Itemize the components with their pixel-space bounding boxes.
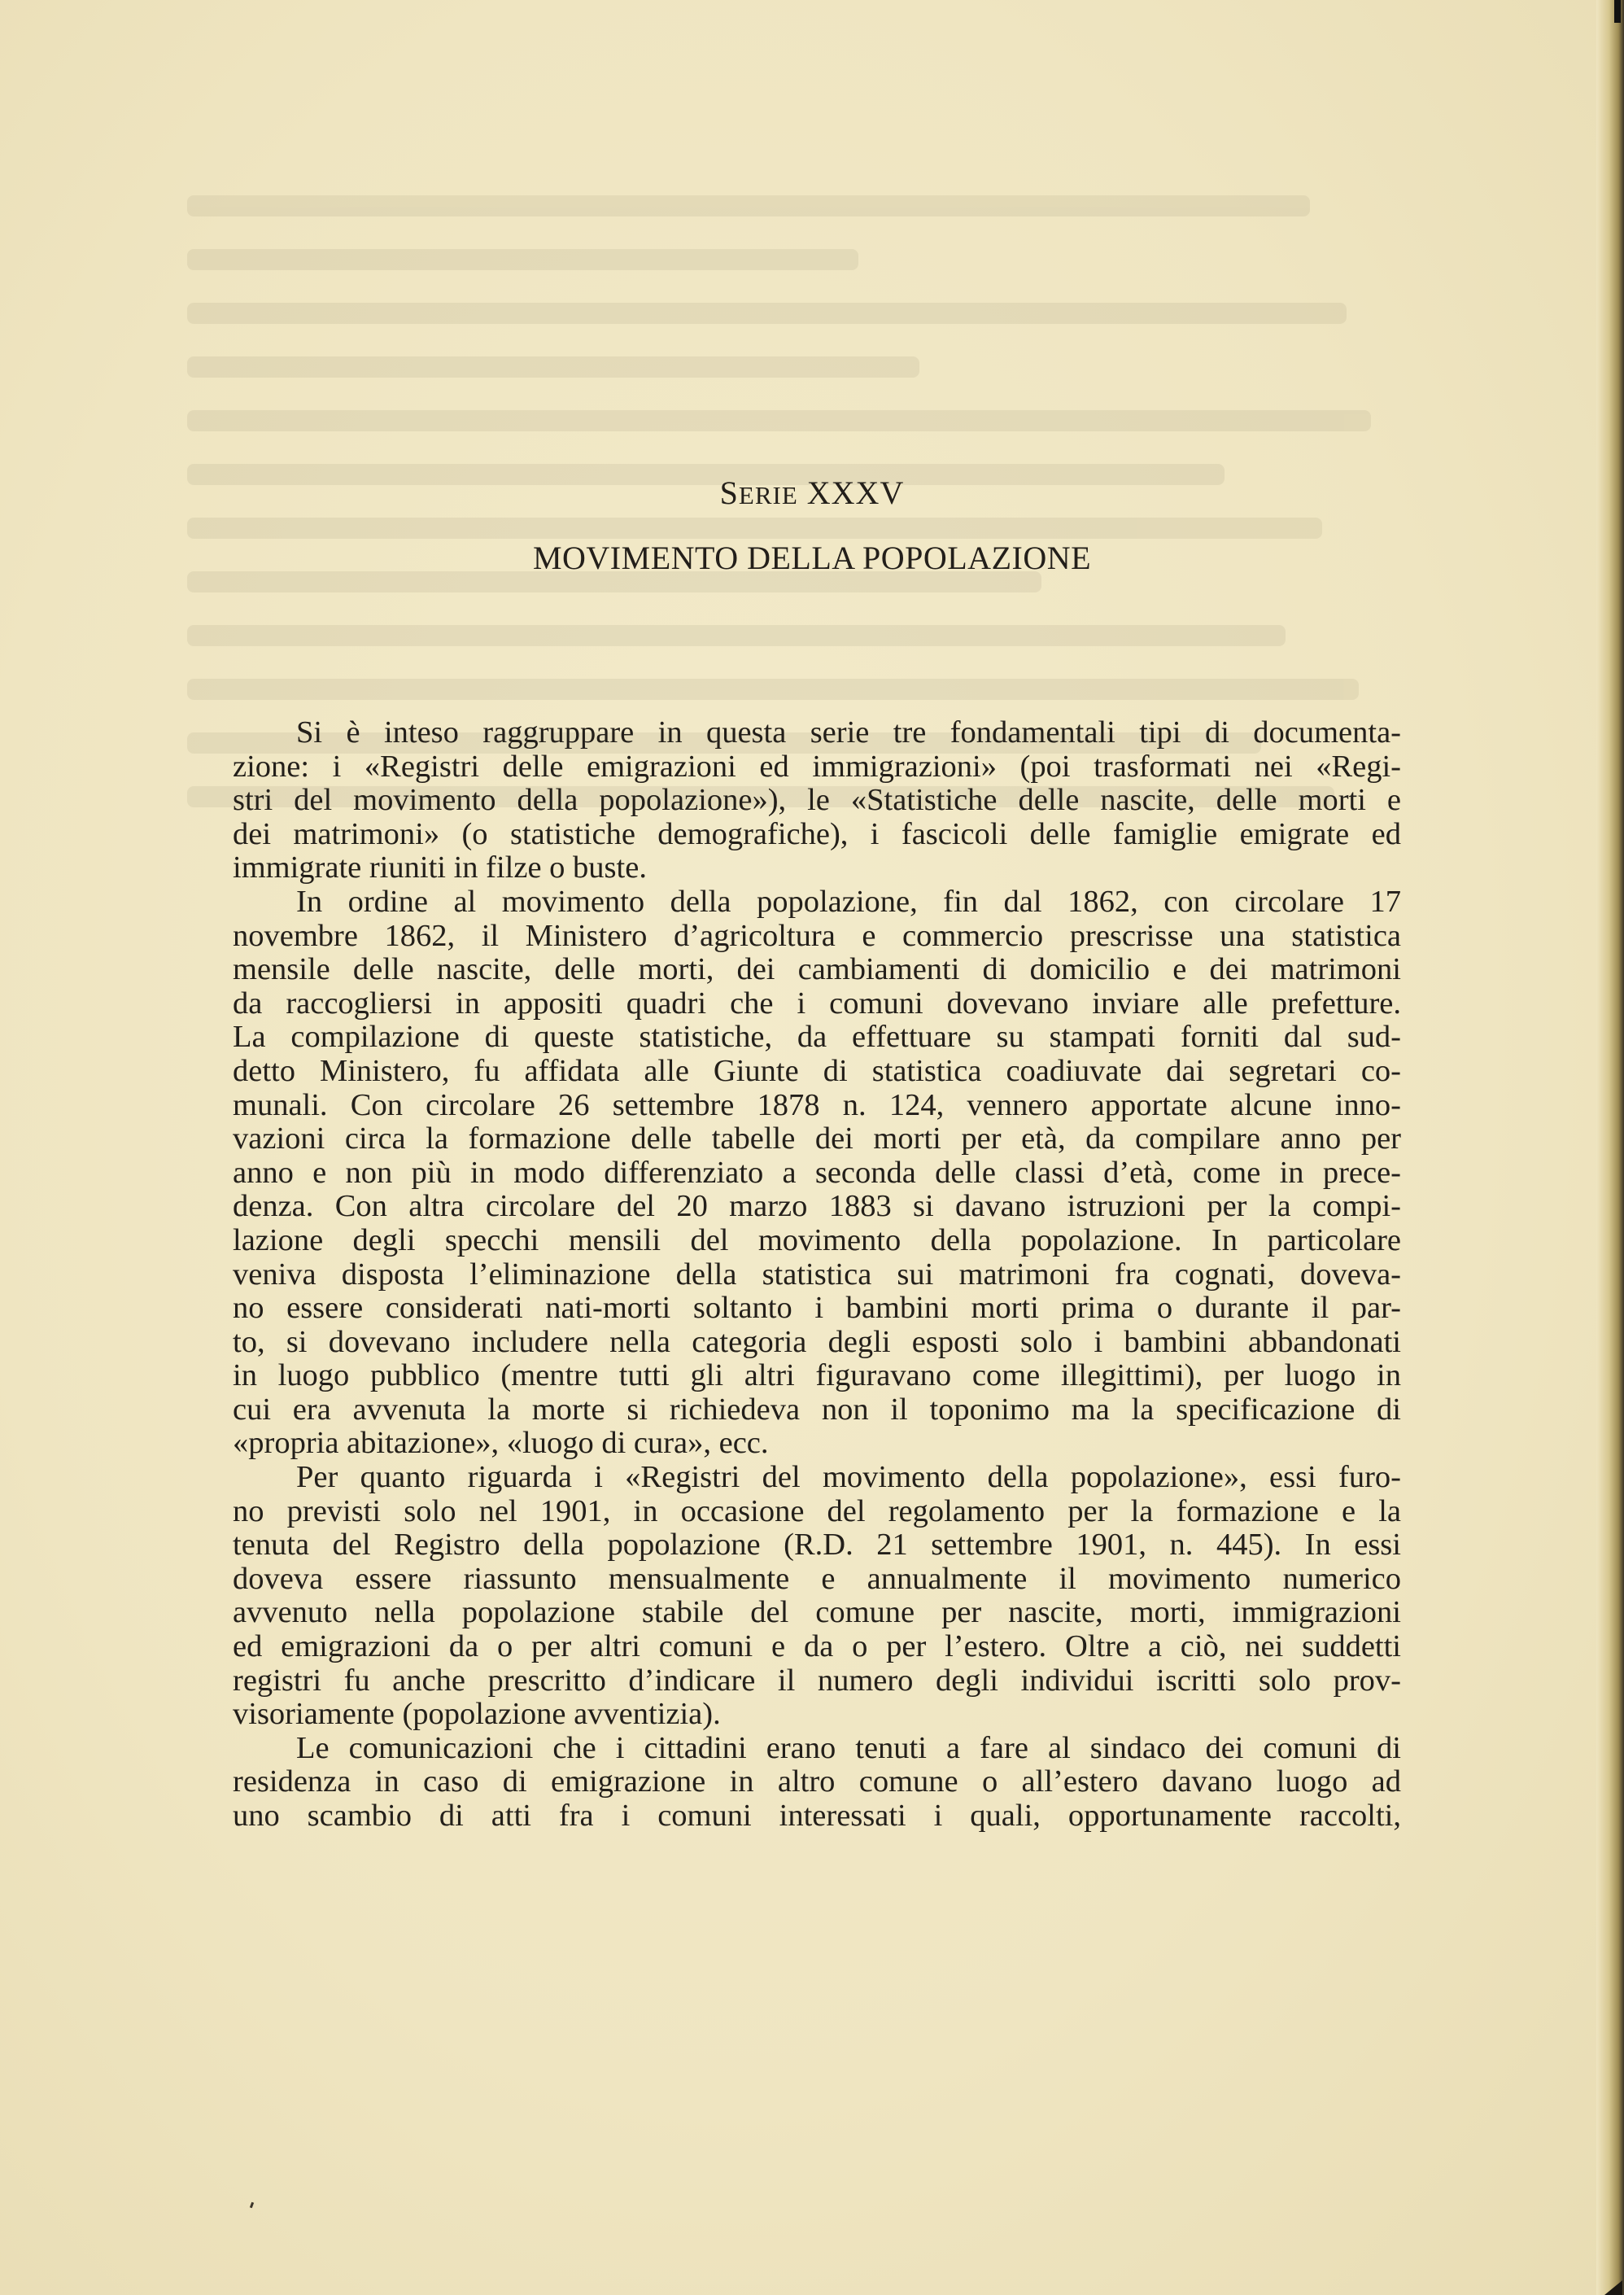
text-line: ed emigrazioni da o per altri comuni e da o per l’estero. Oltre a ciò, nei suddetti <box>233 1629 1401 1664</box>
text-line: veniva disposta l’eliminazione della statistica sui matrimoni fra cognati, doveva- <box>233 1257 1401 1292</box>
text-line: tenuta del Registro della popolazione (R.D. 21 settembre 1901, n. 445). In essi <box>233 1528 1401 1563</box>
text-line: stri del movimento della popolazione»), le «Statistiche delle nascite, delle morti e <box>233 783 1401 818</box>
series-number: XXXV <box>806 474 905 511</box>
text-line: anno e non più in modo differenziato a seconda delle classi d’età, come in prece- <box>233 1155 1401 1190</box>
series-heading <box>0 474 1624 512</box>
series-heading-initial: S <box>719 474 739 511</box>
text-line: detto Ministero, fu affidata alle Giunte di statistica coadiuvate dai segretari co- <box>233 1053 1401 1088</box>
text-line: In ordine al movimento della popolazione, fin dal 1862, con circolare 17 <box>296 884 1401 919</box>
text-line: novembre 1862, il Ministero d’agricoltura e commercio prescrisse una statistica <box>233 918 1401 953</box>
text-line: visoriamente (popolazione avventizia). <box>233 1697 721 1732</box>
text-line: residenza in caso di emigrazione in altro comune o all’estero davano luogo ad <box>233 1764 1401 1799</box>
text-line: Si è inteso raggruppare in questa serie tre fondamentali tipi di documenta- <box>296 715 1401 750</box>
scan-corner-mark <box>1614 0 1621 23</box>
text-line: La compilazione di queste statistiche, da effettuare su stampati forniti dal sud- <box>233 1020 1401 1055</box>
text-line: doveva essere riassunto mensualmente e annualmente il movimento numerico <box>233 1561 1401 1596</box>
text-line: munali. Con circolare 26 settembre 1878 n. 124, vennero apportate alcune inno- <box>233 1087 1401 1122</box>
text-line: cui era avvenuta la morte si richiedeva non il toponimo ma la specificazione di <box>233 1392 1401 1427</box>
series-heading-smallcaps: ERIE <box>738 481 798 509</box>
text-line: denza. Con altra circolare del 20 marzo 1883 si davano istruzioni per la compi- <box>233 1189 1401 1224</box>
text-line: to, si dovevano includere nella categoria degli esposti solo i bambini abbandonati <box>233 1324 1401 1359</box>
text-line: registri fu anche prescritto d’indicare il numero degli individui iscritti solo prov- <box>233 1663 1401 1698</box>
text-line: mensile delle nascite, delle morti, dei cambiamenti di domicilio e dei matrimoni <box>233 952 1401 987</box>
text-line: dei matrimoni» (o statistiche demografiche), i fascicoli delle famiglie emigrate ed <box>233 816 1401 851</box>
body-text <box>233 716 1401 1834</box>
text-line: «propria abitazione», «luogo di cura», ecc. <box>233 1426 769 1461</box>
text-line: no essere considerati nati-morti soltanto i bambini morti prima o durante il par- <box>233 1291 1401 1326</box>
text-line: avvenuto nella popolazione stabile del comune per nascite, morti, immigrazioni <box>233 1595 1401 1630</box>
paper-speck <box>250 2202 254 2209</box>
page-edge-shadow <box>1596 0 1624 2295</box>
text-line: lazione degli specchi mensili del movimento della popolazione. In particolare <box>233 1222 1401 1257</box>
text-line: no previsti solo nel 1901, in occasione del regolamento per la formazione e la <box>233 1493 1401 1528</box>
text-line: in luogo pubblico (mentre tutti gli altri figuravano come illegittimi), per luogo in <box>233 1358 1401 1393</box>
text-line: vazioni circa la formazione delle tabelle dei morti per età, da compilare anno per <box>233 1121 1401 1156</box>
text-line: Le comunicazioni che i cittadini erano tenuti a fare al sindaco dei comuni di <box>296 1730 1401 1765</box>
text-line: uno scambio di atti fra i comuni interessati i quali, opportunamente raccolti, <box>233 1799 1401 1833</box>
text-line: immigrate riuniti in filze o buste. <box>233 850 647 885</box>
section-title: MOVIMENTO DELLA POPOLAZIONE <box>532 540 1092 576</box>
text-line: Per quanto riguarda i «Registri del movimento della popolazione», essi furo- <box>296 1460 1401 1495</box>
text-line: da raccogliersi in appositi quadri che i comuni dovevano inviare alle prefetture. <box>233 986 1401 1021</box>
text-line: zione: i «Registri delle emigrazioni ed immigrazioni» (poi trasformati nei «Regi- <box>233 749 1401 784</box>
